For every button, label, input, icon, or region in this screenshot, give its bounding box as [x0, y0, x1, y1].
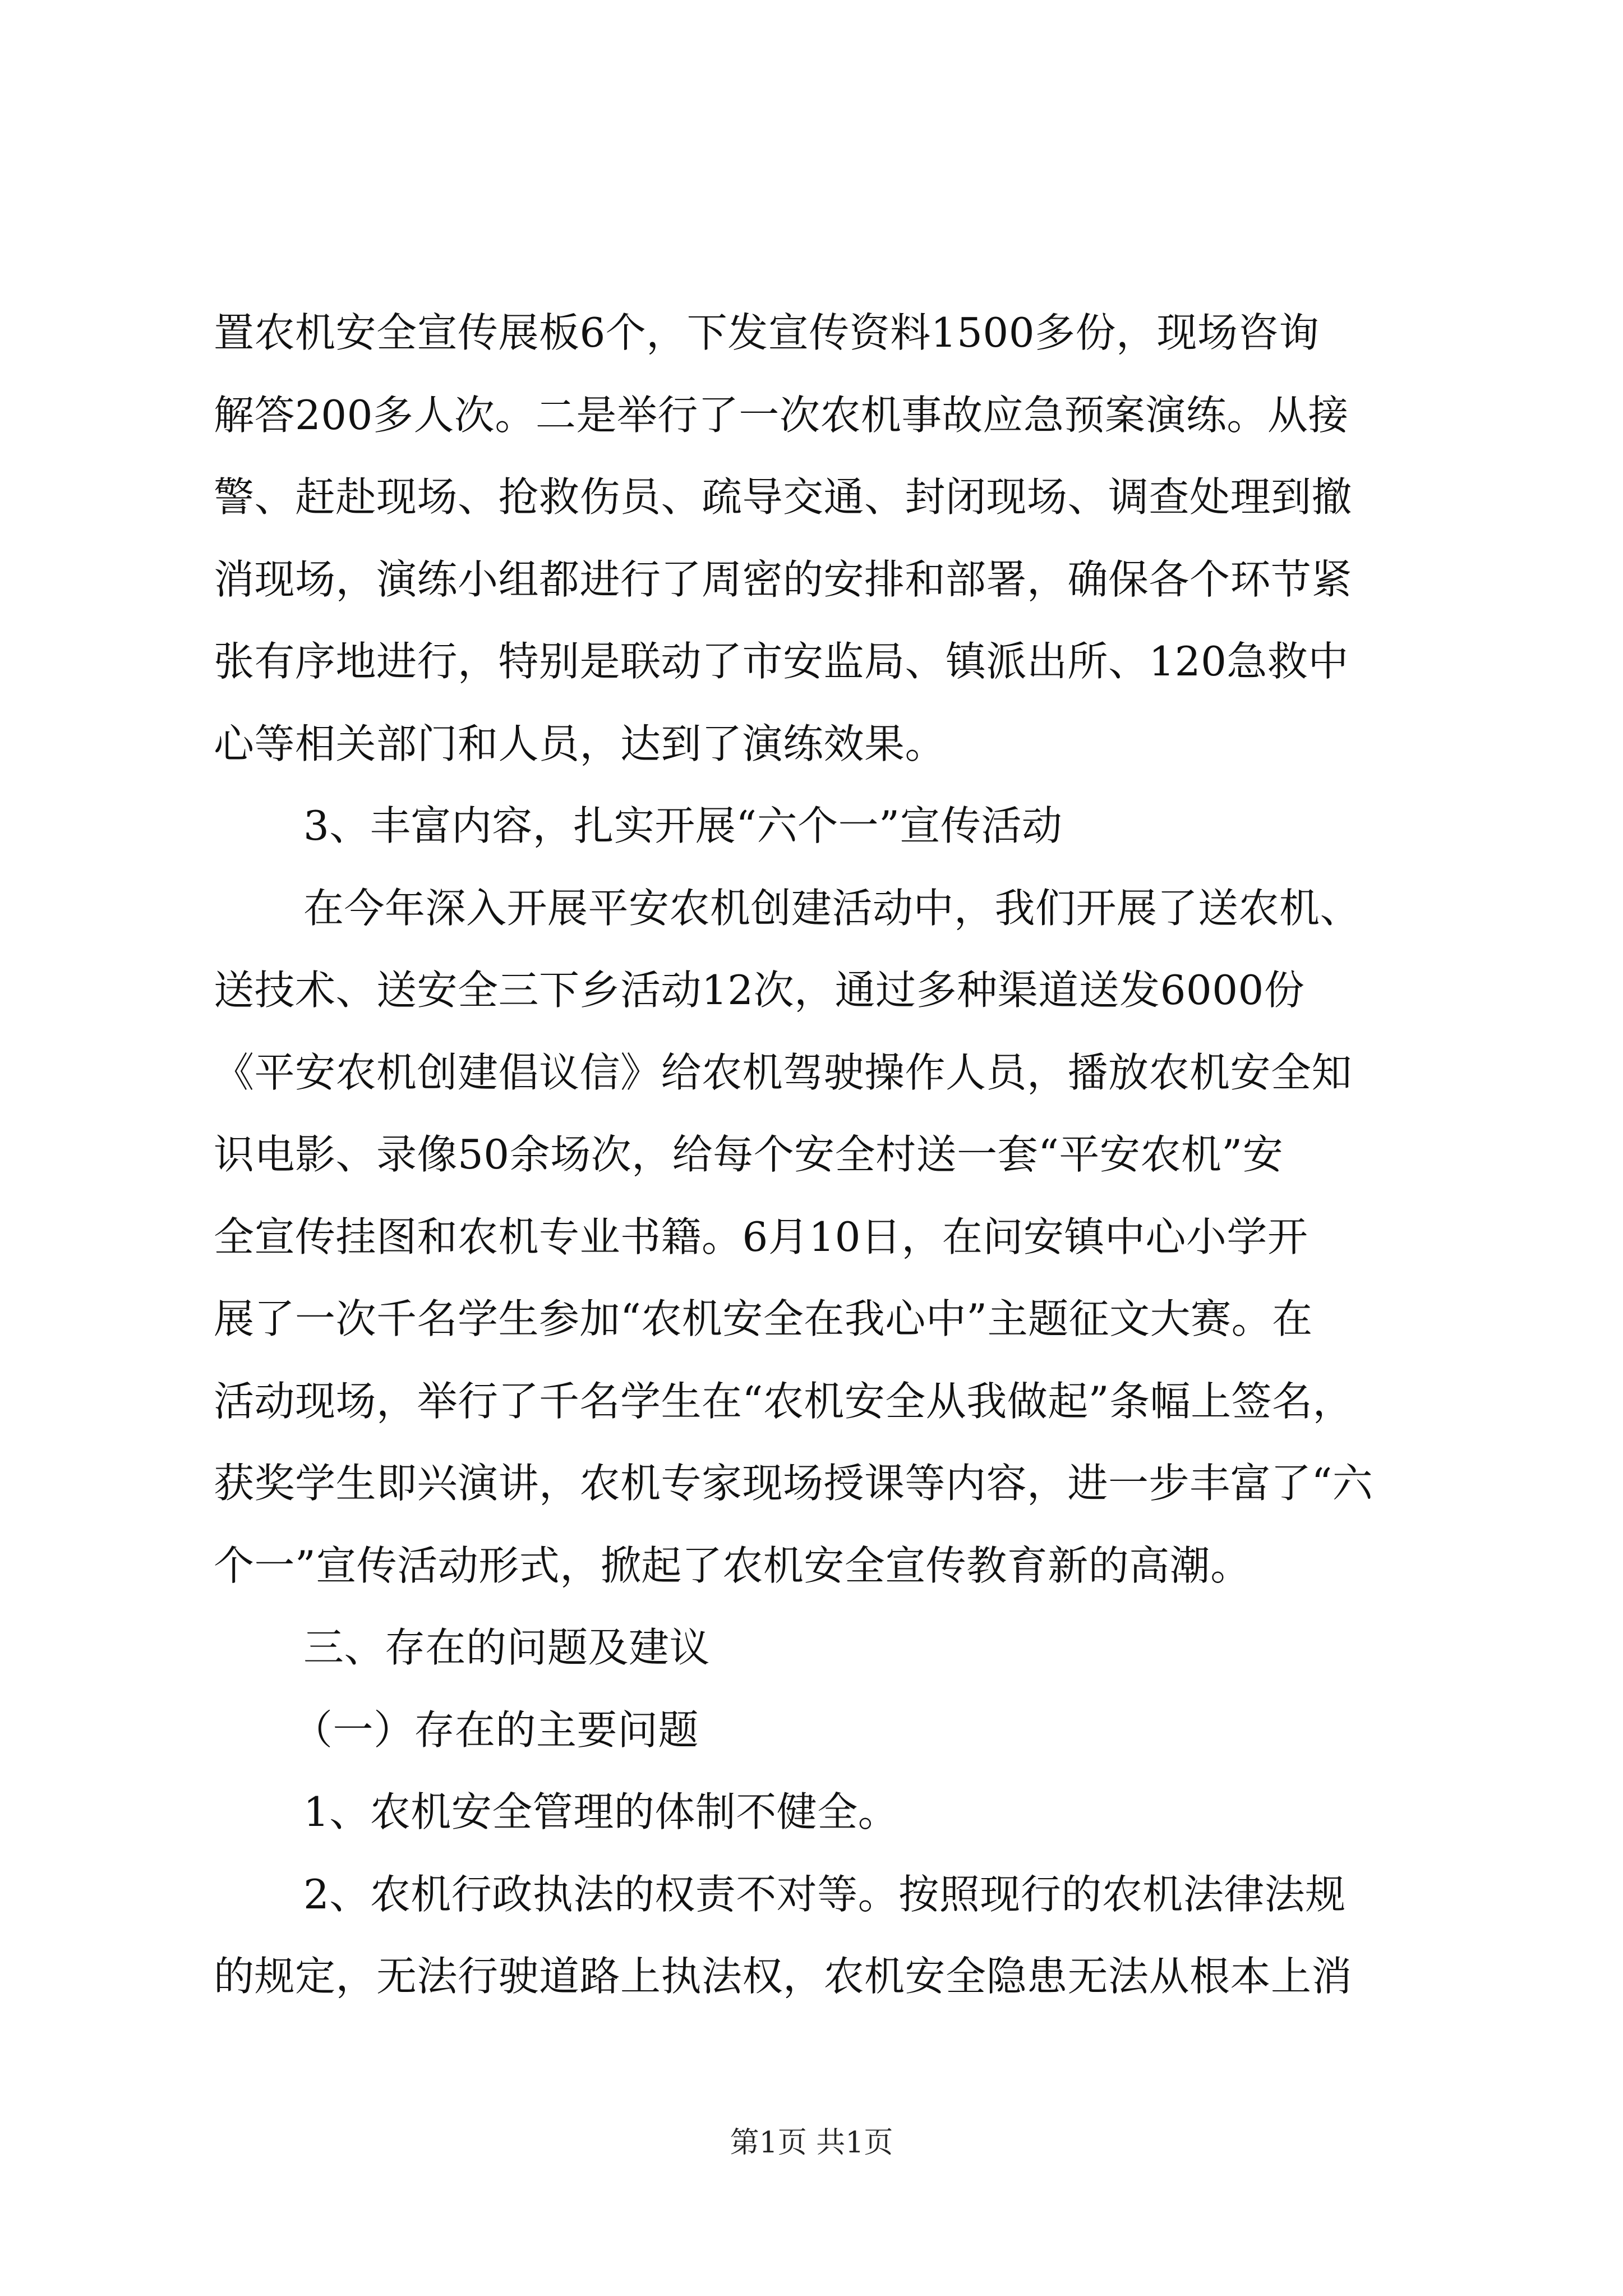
text-line: 2、农机行政执法的权责不对等。按照现行的农机法律法规	[303, 1870, 1346, 1918]
text-line: 送技术、送安全三下乡活动12次，通过多种渠道送发6000份	[214, 967, 1305, 1014]
text-line: 置农机安全宣传展板6个，下发宣传资料1500多份，现场咨询	[214, 309, 1320, 356]
text-line: （一）存在的主要问题	[292, 1706, 699, 1754]
page-footer: 第1页 共1页	[730, 2126, 893, 2160]
document-body	[214, 292, 1419, 2018]
text-line: 个一”宣传活动形式，掀起了农机安全宣传教育新的高潮。	[214, 1542, 1251, 1589]
text-line: 活动现场，举行了千名学生在“农机安全从我做起”条幅上签名，	[214, 1377, 1354, 1425]
text-line: 警、赶赴现场、抢救伤员、疏导交通、封闭现场、调查处理到撤	[214, 473, 1353, 521]
text-line: 三、存在的问题及建议	[303, 1624, 711, 1671]
text-line: 消现场，演练小组都进行了周密的安排和部署，确保各个环节紧	[214, 555, 1353, 603]
text-line: 《平安农机创建倡议信》给农机驾驶操作人员，播放农机安全知	[214, 1048, 1353, 1096]
text-line: 解答200多人次。二是举行了一次农机事故应急预案演练。从接	[214, 391, 1349, 439]
text-line: 张有序地进行，特别是联动了市安监局、镇派出所、120急救中	[214, 638, 1349, 685]
text-line: 3、丰富内容，扎实开展“六个一”宣传活动	[303, 802, 1063, 849]
text-line: 展了一次千名学生参加“农机安全在我心中”主题征文大赛。在	[214, 1295, 1313, 1342]
text-line: 获奖学生即兴演讲，农机专家现场授课等内容，进一步丰富了“六	[214, 1460, 1373, 1507]
text-line: 识电影、录像50余场次，给每个安全村送一套“平安农机”安	[214, 1131, 1284, 1178]
text-line: 全宣传挂图和农机专业书籍。6月10日，在问安镇中心小学开	[214, 1213, 1308, 1260]
text-line: 心等相关部门和人员，达到了演练效果。	[214, 720, 946, 767]
text-line: 1、农机安全管理的体制不健全。	[303, 1788, 899, 1835]
text-line: 在今年深入开展平安农机创建活动中，我们开展了送农机、	[303, 884, 1361, 932]
text-line: 的规定，无法行驶道路上执法权，农机安全隐患无法从根本上消	[214, 1953, 1353, 2000]
